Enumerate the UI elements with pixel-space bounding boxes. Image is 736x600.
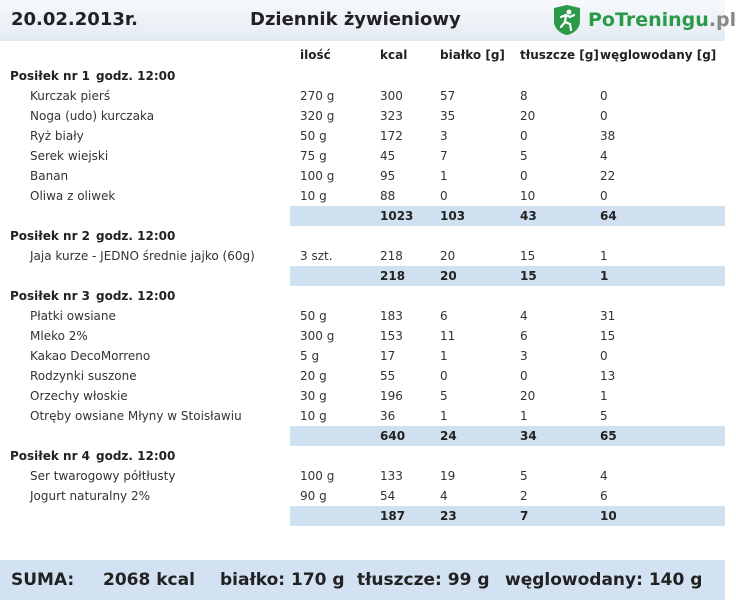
food-kcal: 88 xyxy=(380,189,396,203)
food-amount: 50 g xyxy=(300,309,327,323)
food-name: Banan xyxy=(30,169,69,183)
food-kcal: 45 xyxy=(380,149,396,163)
food-carbs: 1 xyxy=(600,249,608,263)
food-fat: 0 xyxy=(520,129,528,143)
food-protein: 19 xyxy=(440,469,456,483)
food-kcal: 153 xyxy=(380,329,403,343)
total-protein: 24 xyxy=(440,429,457,443)
total-fat: 15 xyxy=(520,269,537,283)
food-kcal: 36 xyxy=(380,409,396,423)
table-row xyxy=(0,366,725,386)
meal-label: Posiłek nr 2 xyxy=(10,229,91,243)
summary-fat: tłuszcze: 99 g xyxy=(357,570,490,590)
table-row xyxy=(0,146,725,166)
total-protein: 20 xyxy=(440,269,457,283)
food-amount: 10 g xyxy=(300,409,327,423)
food-name: Noga (udo) kurczaka xyxy=(30,109,155,123)
food-fat: 3 xyxy=(520,349,528,363)
food-carbs: 4 xyxy=(600,469,608,483)
food-carbs: 22 xyxy=(600,169,616,183)
brand-logo[interactable] xyxy=(551,3,736,37)
food-amount: 320 g xyxy=(300,109,335,123)
diary-date: 20.02.2013r. xyxy=(11,9,139,30)
food-amount: 3 szt. xyxy=(300,249,333,263)
food-kcal: 300 xyxy=(380,89,403,103)
food-fat: 15 xyxy=(520,249,536,263)
column-header-carbs: węglowodany [g] xyxy=(600,48,717,62)
total-kcal: 640 xyxy=(380,429,406,443)
food-carbs: 13 xyxy=(600,369,616,383)
food-name: Orzechy włoskie xyxy=(30,389,128,403)
meal-header xyxy=(0,66,725,86)
food-amount: 10 g xyxy=(300,189,327,203)
food-name: Oliwa z oliwek xyxy=(30,189,116,203)
food-kcal: 218 xyxy=(380,249,403,263)
summary-protein: białko: 170 g xyxy=(220,570,345,590)
food-protein: 0 xyxy=(440,189,448,203)
food-fat: 6 xyxy=(520,329,528,343)
food-name: Jogurt naturalny 2% xyxy=(30,489,151,503)
total-protein: 23 xyxy=(440,509,457,523)
meal-label: Posiłek nr 4 xyxy=(10,449,91,463)
summary-label: SUMA: xyxy=(11,570,75,590)
food-protein: 1 xyxy=(440,409,448,423)
food-name: Kakao DecoMorreno xyxy=(30,349,151,363)
food-fat: 5 xyxy=(520,469,528,483)
meal-total-row xyxy=(0,206,725,226)
food-name: Otręby owsiane Młyny w Stoisławiu xyxy=(30,409,242,423)
food-carbs: 1 xyxy=(600,389,608,403)
total-fat: 34 xyxy=(520,429,537,443)
food-kcal: 172 xyxy=(380,129,403,143)
food-protein: 20 xyxy=(440,249,456,263)
summary-carbs: węglowodany: 140 g xyxy=(505,570,703,590)
summary-kcal: 2068 kcal xyxy=(103,570,195,590)
table-row xyxy=(0,106,725,126)
food-name: Rodzynki suszone xyxy=(30,369,137,383)
meal-label: Posiłek nr 3 xyxy=(10,289,91,303)
food-carbs: 5 xyxy=(600,409,608,423)
meal-header xyxy=(0,286,725,306)
food-name: Jaja kurze - JEDNO średnie jajko (60g) xyxy=(30,249,255,263)
food-kcal: 323 xyxy=(380,109,403,123)
food-carbs: 0 xyxy=(600,89,608,103)
food-name: Kurczak pierś xyxy=(30,89,111,103)
daily-summary-bar xyxy=(0,560,725,600)
food-fat: 20 xyxy=(520,109,536,123)
food-protein: 35 xyxy=(440,109,456,123)
total-kcal: 187 xyxy=(380,509,406,523)
food-name: Mleko 2% xyxy=(30,329,88,343)
table-row xyxy=(0,346,725,366)
food-amount: 20 g xyxy=(300,369,327,383)
total-fat: 43 xyxy=(520,209,537,223)
food-kcal: 95 xyxy=(380,169,396,183)
food-protein: 1 xyxy=(440,169,448,183)
table-row xyxy=(0,326,725,346)
food-fat: 0 xyxy=(520,169,528,183)
meal-time: godz. 12:00 xyxy=(96,449,176,463)
food-carbs: 38 xyxy=(600,129,616,143)
meal-header xyxy=(0,226,725,246)
food-protein: 11 xyxy=(440,329,456,343)
column-header-fat: tłuszcze [g] xyxy=(520,48,599,62)
food-kcal: 196 xyxy=(380,389,403,403)
column-header-kcal: kcal xyxy=(380,48,408,62)
total-carbs: 10 xyxy=(600,509,617,523)
table-row xyxy=(0,386,725,406)
total-carbs: 1 xyxy=(600,269,609,283)
food-fat: 2 xyxy=(520,489,528,503)
food-amount: 75 g xyxy=(300,149,327,163)
food-carbs: 31 xyxy=(600,309,616,323)
meal-total-row xyxy=(0,506,725,526)
food-kcal: 54 xyxy=(380,489,396,503)
total-carbs: 65 xyxy=(600,429,617,443)
food-protein: 4 xyxy=(440,489,448,503)
food-fat: 4 xyxy=(520,309,528,323)
meal-total-row xyxy=(0,426,725,446)
meal-time: godz. 12:00 xyxy=(96,69,176,83)
food-protein: 5 xyxy=(440,389,448,403)
meal-time: godz. 12:00 xyxy=(96,289,176,303)
column-header-protein: białko [g] xyxy=(440,48,505,62)
meal-total-row xyxy=(0,266,725,286)
food-carbs: 0 xyxy=(600,189,608,203)
table-row xyxy=(0,406,725,426)
meal-time: godz. 12:00 xyxy=(96,229,176,243)
food-protein: 1 xyxy=(440,349,448,363)
table-row xyxy=(0,466,725,486)
food-kcal: 55 xyxy=(380,369,396,383)
food-protein: 3 xyxy=(440,129,448,143)
column-header-amount: ilość xyxy=(300,48,331,62)
food-protein: 7 xyxy=(440,149,448,163)
table-row xyxy=(0,306,725,326)
total-protein: 103 xyxy=(440,209,466,223)
food-carbs: 15 xyxy=(600,329,616,343)
meal-header xyxy=(0,446,725,466)
food-carbs: 0 xyxy=(600,109,608,123)
total-kcal: 218 xyxy=(380,269,406,283)
food-amount: 100 g xyxy=(300,469,335,483)
table-row xyxy=(0,86,725,106)
food-name: Serek wiejski xyxy=(30,149,109,163)
total-kcal: 1023 xyxy=(380,209,414,223)
food-protein: 6 xyxy=(440,309,448,323)
food-name: Ryż biały xyxy=(30,129,84,143)
header-bar xyxy=(0,0,736,41)
meal-label: Posiłek nr 1 xyxy=(10,69,91,83)
food-protein: 57 xyxy=(440,89,456,103)
runner-icon xyxy=(551,4,583,36)
food-fat: 1 xyxy=(520,409,528,423)
logo-text: PoTreningu.pl xyxy=(588,9,736,31)
food-amount: 100 g xyxy=(300,169,335,183)
food-amount: 5 g xyxy=(300,349,320,363)
table-row xyxy=(0,486,725,506)
food-carbs: 0 xyxy=(600,349,608,363)
food-amount: 30 g xyxy=(300,389,327,403)
food-kcal: 183 xyxy=(380,309,403,323)
food-fat: 0 xyxy=(520,369,528,383)
food-carbs: 6 xyxy=(600,489,608,503)
food-amount: 300 g xyxy=(300,329,335,343)
food-fat: 10 xyxy=(520,189,536,203)
food-amount: 50 g xyxy=(300,129,327,143)
total-fat: 7 xyxy=(520,509,529,523)
table-row xyxy=(0,166,725,186)
table-row xyxy=(0,186,725,206)
food-fat: 5 xyxy=(520,149,528,163)
food-amount: 90 g xyxy=(300,489,327,503)
food-fat: 20 xyxy=(520,389,536,403)
food-kcal: 17 xyxy=(380,349,396,363)
food-kcal: 133 xyxy=(380,469,403,483)
table-row xyxy=(0,246,725,266)
total-carbs: 64 xyxy=(600,209,617,223)
food-name: Ser twarogowy półtłusty xyxy=(30,469,176,483)
page-title: Dziennik żywieniowy xyxy=(250,9,461,30)
table-row xyxy=(0,126,725,146)
food-fat: 8 xyxy=(520,89,528,103)
food-protein: 0 xyxy=(440,369,448,383)
food-carbs: 4 xyxy=(600,149,608,163)
food-amount: 270 g xyxy=(300,89,335,103)
food-name: Płatki owsiane xyxy=(30,309,116,323)
